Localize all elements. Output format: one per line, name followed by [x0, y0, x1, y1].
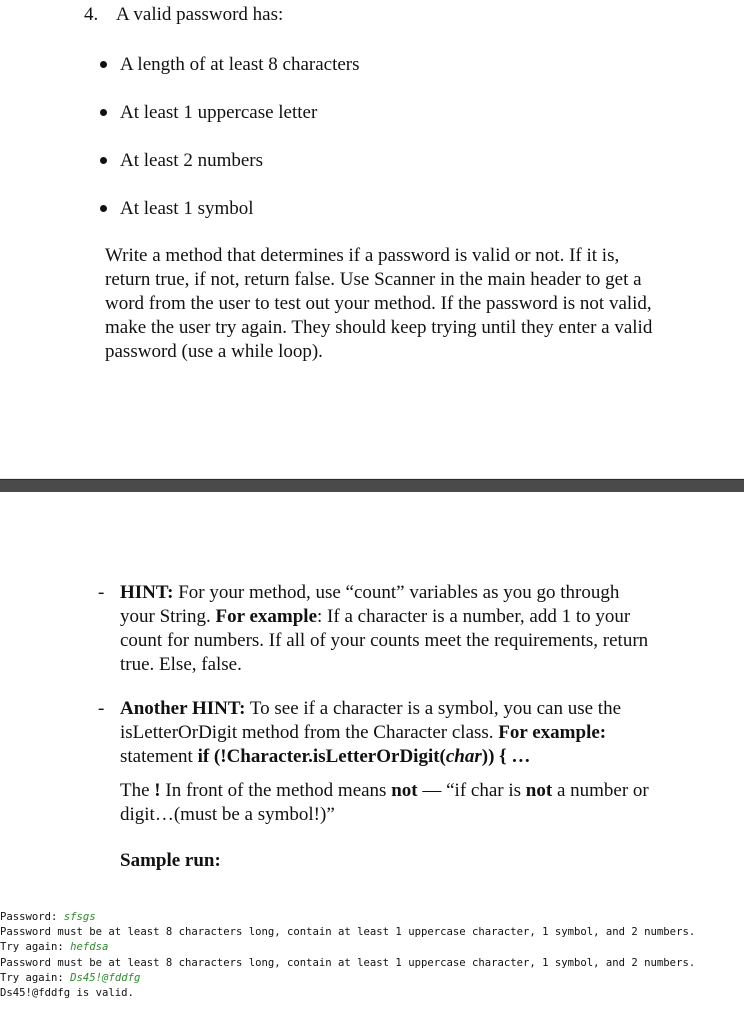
bullet-icon [100, 109, 107, 116]
console-input: sfsgs [63, 911, 96, 923]
dash-bullet: - [98, 698, 105, 719]
console-output [0, 910, 744, 1001]
hint-label: Another HINT: [120, 698, 246, 719]
question-number: 4. [84, 4, 99, 25]
code-snippet: if (!Character.isLetterOrDigit(char)) { … [197, 746, 531, 767]
example-label: For example [215, 606, 318, 627]
requirements-list [100, 52, 360, 244]
console-line: Password must be at least 8 characters long, contain at least 1 uppercase character, 1 symbol, and 2 numbers. [0, 956, 696, 969]
console-line: Try again: hefdsa [0, 941, 109, 954]
bullet-icon [100, 61, 107, 68]
document-page-bottom [0, 492, 744, 1024]
example-label: For example: [498, 722, 607, 743]
list-item: At least 2 numbers [100, 148, 360, 196]
list-item: At least 1 uppercase letter [100, 100, 360, 148]
question-title: A valid password has: [116, 4, 284, 25]
console-input: hefdsa [70, 941, 109, 954]
sample-run-label: Sample run: [120, 850, 221, 871]
bullet-icon [100, 157, 107, 164]
console-line: Password: sfsgs [0, 911, 96, 923]
not-operator-note: The ! In front of the method means not — “if char is not a number or digit…(must be a symbol!)” [120, 780, 649, 825]
question-prompt: Write a method that determines if a password is valid or not. If it is, return true, if not, return false. Use Scanner in the main header to get a word from the user to test out your method. If the password is not valid, make the user try again. They should keep trying until they enter a valid password (use a while loop). [105, 245, 653, 362]
hint-paragraph: - HINT: For your method, use “count” variables as you go through your String. For example: If a character is a number, add 1 to your count for numbers. If all of your counts meet the requirements, return true. Else, false. [98, 582, 649, 675]
another-hint-paragraph: - Another HINT: To see if a character is a symbol, you can use the isLetterOrDigit method from the Character class. For example: statement if (!Character.isLetterOrDigit(char)) { … [98, 698, 621, 767]
console-line: Try again: Ds45!@fddfg [0, 971, 141, 984]
console-input: Ds45!@fddfg [70, 971, 141, 984]
list-item: At least 1 symbol [100, 196, 360, 244]
document-page-top [0, 0, 744, 479]
list-item: A length of at least 8 characters [100, 52, 360, 100]
question-heading [84, 4, 283, 26]
dash-bullet: - [98, 582, 105, 603]
hint-label: HINT: [120, 582, 174, 603]
page-divider [0, 479, 744, 493]
console-line: Ds45!@fddfg is valid. [0, 987, 134, 1000]
bullet-icon [100, 205, 107, 212]
console-line: Password must be at least 8 characters long, contain at least 1 uppercase character, 1 symbol, and 2 numbers. [0, 926, 696, 939]
